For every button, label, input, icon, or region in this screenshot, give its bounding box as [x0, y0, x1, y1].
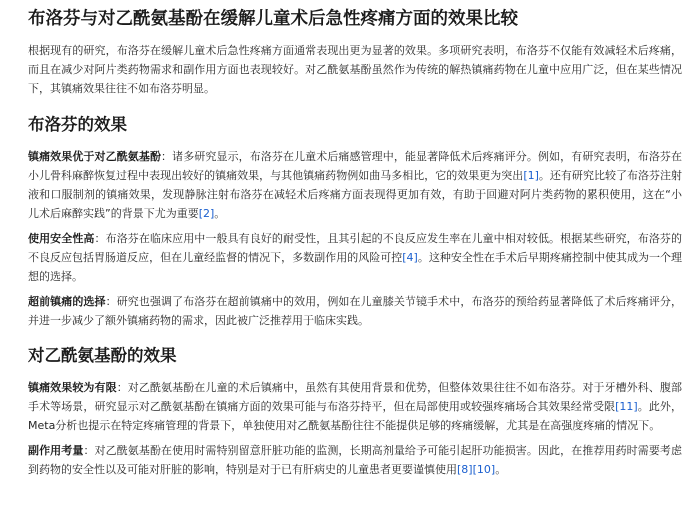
ibuprofen-preemptive-paragraph: [28, 292, 682, 330]
paragraph-lead: 副作用考量: [28, 444, 84, 457]
citation-link[interactable]: [8]: [457, 463, 473, 476]
paragraph-lead: 超前镇痛的选择: [28, 295, 106, 308]
paragraph-text: 。: [495, 463, 507, 476]
citation-link[interactable]: [1]: [523, 169, 539, 182]
paragraph-lead: 镇痛效果较为有限: [28, 381, 117, 394]
acetaminophen-analgesic-paragraph: [28, 378, 682, 435]
ibuprofen-safety-paragraph: [28, 229, 682, 286]
paragraph-lead: 镇痛效果优于对乙酰氨基酚: [28, 150, 162, 163]
acetaminophen-side-effects-paragraph: [28, 441, 682, 479]
section-heading-acetaminophen: 对乙酰氨基酚的效果: [28, 346, 177, 365]
paragraph-text: ：对乙酰氨基酚在儿童的术后镇痛中，虽然有其使用背景和优势，但整体效果往往不如布洛芬。对于牙槽外科、腹部手术等场景，研究显示对乙酰氨基酚在镇痛方面的效果可能与布洛芬持平，但在局部使用或较强疼痛场合其效果经常受限: [28, 381, 683, 413]
paragraph-text: 。: [214, 207, 226, 220]
citation-link[interactable]: [11]: [615, 400, 638, 413]
paragraph-text: 。此外，Meta分析也提示在特定疼痛管理的背景下，单独使用对乙酰氨基酚往往不能提供足够的疼痛缓解，尤其是在高强度疼痛的情况下。: [28, 400, 682, 432]
ibuprofen-analgesic-paragraph: [28, 147, 682, 223]
page-title: 布洛芬与对乙酰氨基酚在缓解儿童术后急性疼痛方面的效果比较: [28, 9, 518, 29]
citation-link[interactable]: [4]: [402, 251, 418, 264]
paragraph-text: ：对乙酰氨基酚在使用时需特别留意肝脏功能的监测，长期高剂量给予可能引起肝功能损害。因此，在推荐用药时需要考虑到药物的安全性以及可能对肝脏的影响，特别是对于已有肝病史的儿童患者更要谨慎使用: [28, 444, 683, 476]
paragraph-lead: 使用安全性高: [28, 232, 95, 245]
paragraph-text: ：研究也强调了布洛芬在超前镇痛中的效用，例如在儿童膝关节镜手术中，布洛芬的预给药显著降低了术后疼痛评分，并进一步减少了额外镇痛药物的需求，因此被广泛推荐用于临床实践。: [28, 295, 683, 327]
citation-link[interactable]: [10]: [472, 463, 496, 476]
citation-link[interactable]: [2]: [198, 207, 215, 220]
section-heading-ibuprofen: 布洛芬的效果: [28, 115, 127, 134]
paragraph-text: 。还有研究比较了布洛芬注射液和口服制剂的镇痛效果，发现静脉注射布洛芬在减轻术后疼痛方面表现得更加有效，有助于回避对阿片类药物的累积使用，这在“小儿术后麻醉实践”的背景下尤为重要: [28, 169, 682, 220]
paragraph-text: 。这种安全性在手术后早期疼痛控制中使其成为一个理想的选择。: [28, 251, 683, 283]
paragraph-text: ：诸多研究显示，布洛芬在儿童术后痛感管理中，能显著降低术后疼痛评分。例如，有研究表明，布洛芬在小儿骨科麻醉恢复过程中表现出较好的镇痛效果，与其他镇痛药物例如曲马多相比，它的效果更为突出: [28, 150, 683, 182]
paragraph-text: ：布洛芬在临床应用中一般具有良好的耐受性，且其引起的不良反应发生率在儿童中相对较低。根据某些研究，布洛芬的不良反应包括胃肠道反应，但在儿童经监督的情况下，多数副作用的风险可控: [28, 232, 683, 264]
intro-paragraph: 根据现有的研究，布洛芬在缓解儿童术后急性疼痛方面通常表现出更为显著的效果。多项研究表明，布洛芬不仅能有效减轻术后疼痛，而且在减少对阿片类药物需求和副作用方面也表现较好。对乙酰氨基酚虽然作为传统的解热镇痛药物在儿童中应用广泛，但在某些情况下，其镇痛效果往往不如布洛芬明显。: [28, 44, 682, 95]
